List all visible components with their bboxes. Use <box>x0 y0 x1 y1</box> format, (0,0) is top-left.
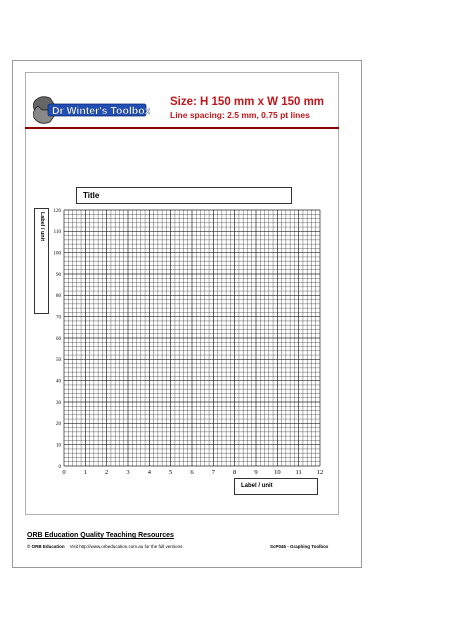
x-tick-label: 2 <box>105 469 109 476</box>
y-tick-label: 10 <box>56 443 61 449</box>
y-tick-label: 50 <box>56 358 61 364</box>
graph-title-field[interactable]: Title <box>76 187 292 204</box>
footer-code: ScP046 - Graphing Toolbox <box>270 544 329 549</box>
x-tick-label: 0 <box>62 469 66 476</box>
y-tick-label: 20 <box>56 422 61 428</box>
spacing-label: Line spacing: 2.5 mm, 0.75 pt lines <box>170 110 310 120</box>
x-tick-label: 3 <box>126 469 130 476</box>
x-tick-label: 12 <box>316 469 324 476</box>
x-tick-label: 5 <box>169 469 173 476</box>
y-tick-label: 120 <box>53 208 61 214</box>
x-axis-label-field[interactable]: Label / unit <box>234 478 318 495</box>
y-tick-label: 60 <box>56 336 61 342</box>
x-tick-label: 7 <box>211 469 215 476</box>
footer-copyright: © ORB Education <box>27 544 65 549</box>
y-tick-label: 30 <box>56 400 61 406</box>
y-axis-label-text: Label / unit <box>39 212 45 242</box>
y-tick-label: 90 <box>56 272 61 278</box>
y-tick-label: 100 <box>53 251 61 257</box>
y-tick-label: 110 <box>53 230 61 236</box>
footer-visit: Visit http://www.orbeducation.com.au for the full versions. <box>69 544 184 549</box>
x-tick-label: 9 <box>254 469 258 476</box>
x-tick-label: 11 <box>295 469 302 476</box>
y-tick-label: 40 <box>56 379 61 385</box>
y-tick-label: 0 <box>58 464 61 470</box>
size-label: Size: H 150 mm x W 150 mm <box>170 96 325 108</box>
x-tick-label: 4 <box>147 469 151 476</box>
x-tick-label: 10 <box>274 469 281 476</box>
y-tick-label: 80 <box>56 294 61 300</box>
y-tick-label: 70 <box>56 315 61 321</box>
x-tick-label: 1 <box>83 469 87 476</box>
x-tick-label: 6 <box>190 469 194 476</box>
logo-text: Dr Winter's Toolbox <box>52 105 150 117</box>
footer-left <box>27 544 184 549</box>
x-tick-label: 8 <box>233 469 237 476</box>
footer-title: ORB Education Quality Teaching Resources <box>27 532 174 539</box>
